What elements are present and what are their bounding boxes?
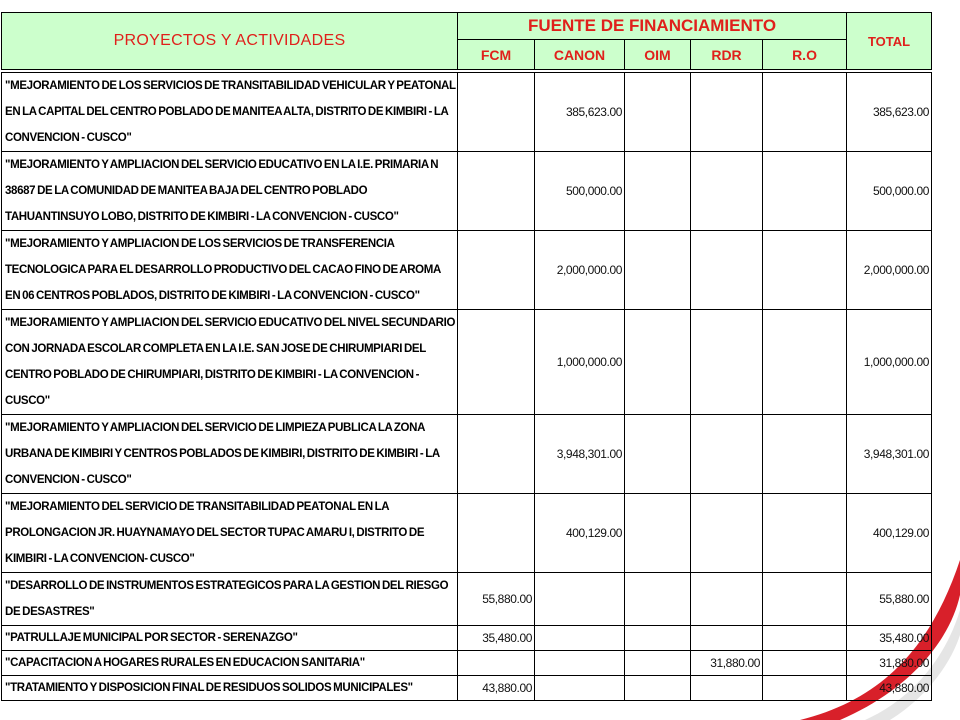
- projects-header: PROYECTOS Y ACTIVIDADES: [2, 13, 458, 70]
- fcm-cell: 43,880.00: [458, 676, 535, 701]
- total-cell: 2,000,000.00: [847, 231, 932, 310]
- oim-cell: [625, 573, 691, 626]
- oim-cell: [625, 231, 691, 310]
- table-row: [2, 651, 932, 676]
- oim-cell: [625, 676, 691, 701]
- rdr-cell: 31,880.00: [691, 651, 763, 676]
- project-description: "MEJORAMIENTO DE LOS SERVICIOS DE TRANSITABILIDAD VEHICULAR Y PEATONAL EN LA CAPITAL DEL CENTRO POBLADO DE MANITEA ALTA, DISTRITO DE KIMBIRI - LA CONVENCION - CUSCO": [2, 73, 458, 152]
- column-header-fcm: FCM: [458, 40, 535, 70]
- rdr-cell: [691, 231, 763, 310]
- ro-cell: [763, 494, 847, 573]
- canon-cell: 500,000.00: [535, 152, 625, 231]
- canon-cell: [535, 676, 625, 701]
- ro-cell: [763, 73, 847, 152]
- total-cell: 400,129.00: [847, 494, 932, 573]
- table-row: [2, 73, 932, 152]
- rdr-cell: [691, 676, 763, 701]
- fcm-cell: 35,480.00: [458, 626, 535, 651]
- project-description: "MEJORAMIENTO Y AMPLIACION DEL SERVICIO EDUCATIVO DEL NIVEL SECUNDARIO CON JORNADA ESCOLAR COMPLETA EN LA I.E. SAN JOSE DE CHIRUMPIARI DEL CENTRO POBLADO DE CHIRUMPIARI, DISTRITO DE KIMBIRI - LA CONVENCION - CUSCO": [2, 310, 458, 415]
- canon-cell: 2,000,000.00: [535, 231, 625, 310]
- table-header: [1, 12, 932, 70]
- project-description: "MEJORAMIENTO DEL SERVICIO DE TRANSITABILIDAD PEATONAL EN LA PROLONGACION JR. HUAYNAMAYO DEL SECTOR TUPAC AMARU I, DISTRITO DE KIMBIRI - LA CONVENCION- CUSCO": [2, 494, 458, 573]
- fcm-cell: [458, 415, 535, 494]
- oim-cell: [625, 152, 691, 231]
- fcm-cell: [458, 651, 535, 676]
- column-header-rdr: RDR: [691, 40, 763, 70]
- rdr-cell: [691, 73, 763, 152]
- column-header-ro: R.O: [763, 40, 847, 70]
- ro-cell: [763, 676, 847, 701]
- oim-cell: [625, 651, 691, 676]
- ro-cell: [763, 415, 847, 494]
- total-cell: 500,000.00: [847, 152, 932, 231]
- rdr-cell: [691, 626, 763, 651]
- column-header-oim: OIM: [625, 40, 691, 70]
- oim-cell: [625, 494, 691, 573]
- project-description: "DESARROLLO DE INSTRUMENTOS ESTRATEGICOS PARA LA GESTION DEL RIESGO DE DESASTRES": [2, 573, 458, 626]
- table-row: [2, 626, 932, 651]
- canon-cell: [535, 651, 625, 676]
- total-header: TOTAL: [847, 13, 932, 70]
- oim-cell: [625, 310, 691, 415]
- table-row: [2, 494, 932, 573]
- ro-cell: [763, 651, 847, 676]
- total-cell: 43,880.00: [847, 676, 932, 701]
- project-description: "MEJORAMIENTO Y AMPLIACION DEL SERVICIO EDUCATIVO EN LA I.E. PRIMARIA N 38687 DE LA COMUNIDAD DE MANITEA BAJA DEL CENTRO POBLADO TAHUANTINSUYO LOBO, DISTRITO DE KIMBIRI - LA CONVENCION - CUSCO": [2, 152, 458, 231]
- rdr-cell: [691, 152, 763, 231]
- oim-cell: [625, 626, 691, 651]
- total-cell: 1,000,000.00: [847, 310, 932, 415]
- project-description: "MEJORAMIENTO Y AMPLIACION DE LOS SERVICIOS DE TRANSFERENCIA TECNOLOGICA PARA EL DESARROLLO PRODUCTIVO DEL CACAO FINO DE AROMA EN 06 CENTROS POBLADOS, DISTRITO DE KIMBIRI - LA CONVENCION - CUSCO": [2, 231, 458, 310]
- canon-cell: 385,623.00: [535, 73, 625, 152]
- fcm-cell: [458, 231, 535, 310]
- canon-cell: 400,129.00: [535, 494, 625, 573]
- ro-cell: [763, 231, 847, 310]
- total-cell: 35,480.00: [847, 626, 932, 651]
- project-description: "MEJORAMIENTO Y AMPLIACION DEL SERVICIO DE LIMPIEZA PUBLICA LA ZONA URBANA DE KIMBIRI Y CENTROS POBLADOS DE KIMBIRI, DISTRITO DE KIMBIRI - LA CONVENCION - CUSCO": [2, 415, 458, 494]
- fcm-cell: [458, 310, 535, 415]
- canon-cell: 3,948,301.00: [535, 415, 625, 494]
- ro-cell: [763, 573, 847, 626]
- project-description: "CAPACITACION A HOGARES RURALES EN EDUCACION SANITARIA": [2, 651, 458, 676]
- rdr-cell: [691, 494, 763, 573]
- table-row: [2, 231, 932, 310]
- column-header-canon: CANON: [535, 40, 625, 70]
- funding-source-header: FUENTE DE FINANCIAMIENTO: [458, 13, 847, 40]
- table-row: [2, 152, 932, 231]
- rdr-cell: [691, 573, 763, 626]
- table-row: [2, 415, 932, 494]
- rdr-cell: [691, 310, 763, 415]
- table-row: [2, 573, 932, 626]
- project-description: "TRATAMIENTO Y DISPOSICION FINAL DE RESIDUOS SOLIDOS MUNICIPALES": [2, 676, 458, 701]
- canon-cell: [535, 626, 625, 651]
- projects-table: [1, 72, 932, 701]
- oim-cell: [625, 415, 691, 494]
- total-cell: 31,880.00: [847, 651, 932, 676]
- fcm-cell: [458, 494, 535, 573]
- fcm-cell: 55,880.00: [458, 573, 535, 626]
- total-cell: 3,948,301.00: [847, 415, 932, 494]
- table-row: [2, 310, 932, 415]
- canon-cell: [535, 573, 625, 626]
- ro-cell: [763, 310, 847, 415]
- rdr-cell: [691, 415, 763, 494]
- project-description: "PATRULLAJE MUNICIPAL POR SECTOR - SERENAZGO": [2, 626, 458, 651]
- fcm-cell: [458, 73, 535, 152]
- table-row: [2, 676, 932, 701]
- total-cell: 385,623.00: [847, 73, 932, 152]
- fcm-cell: [458, 152, 535, 231]
- oim-cell: [625, 73, 691, 152]
- total-cell: 55,880.00: [847, 573, 932, 626]
- ro-cell: [763, 626, 847, 651]
- ro-cell: [763, 152, 847, 231]
- canon-cell: 1,000,000.00: [535, 310, 625, 415]
